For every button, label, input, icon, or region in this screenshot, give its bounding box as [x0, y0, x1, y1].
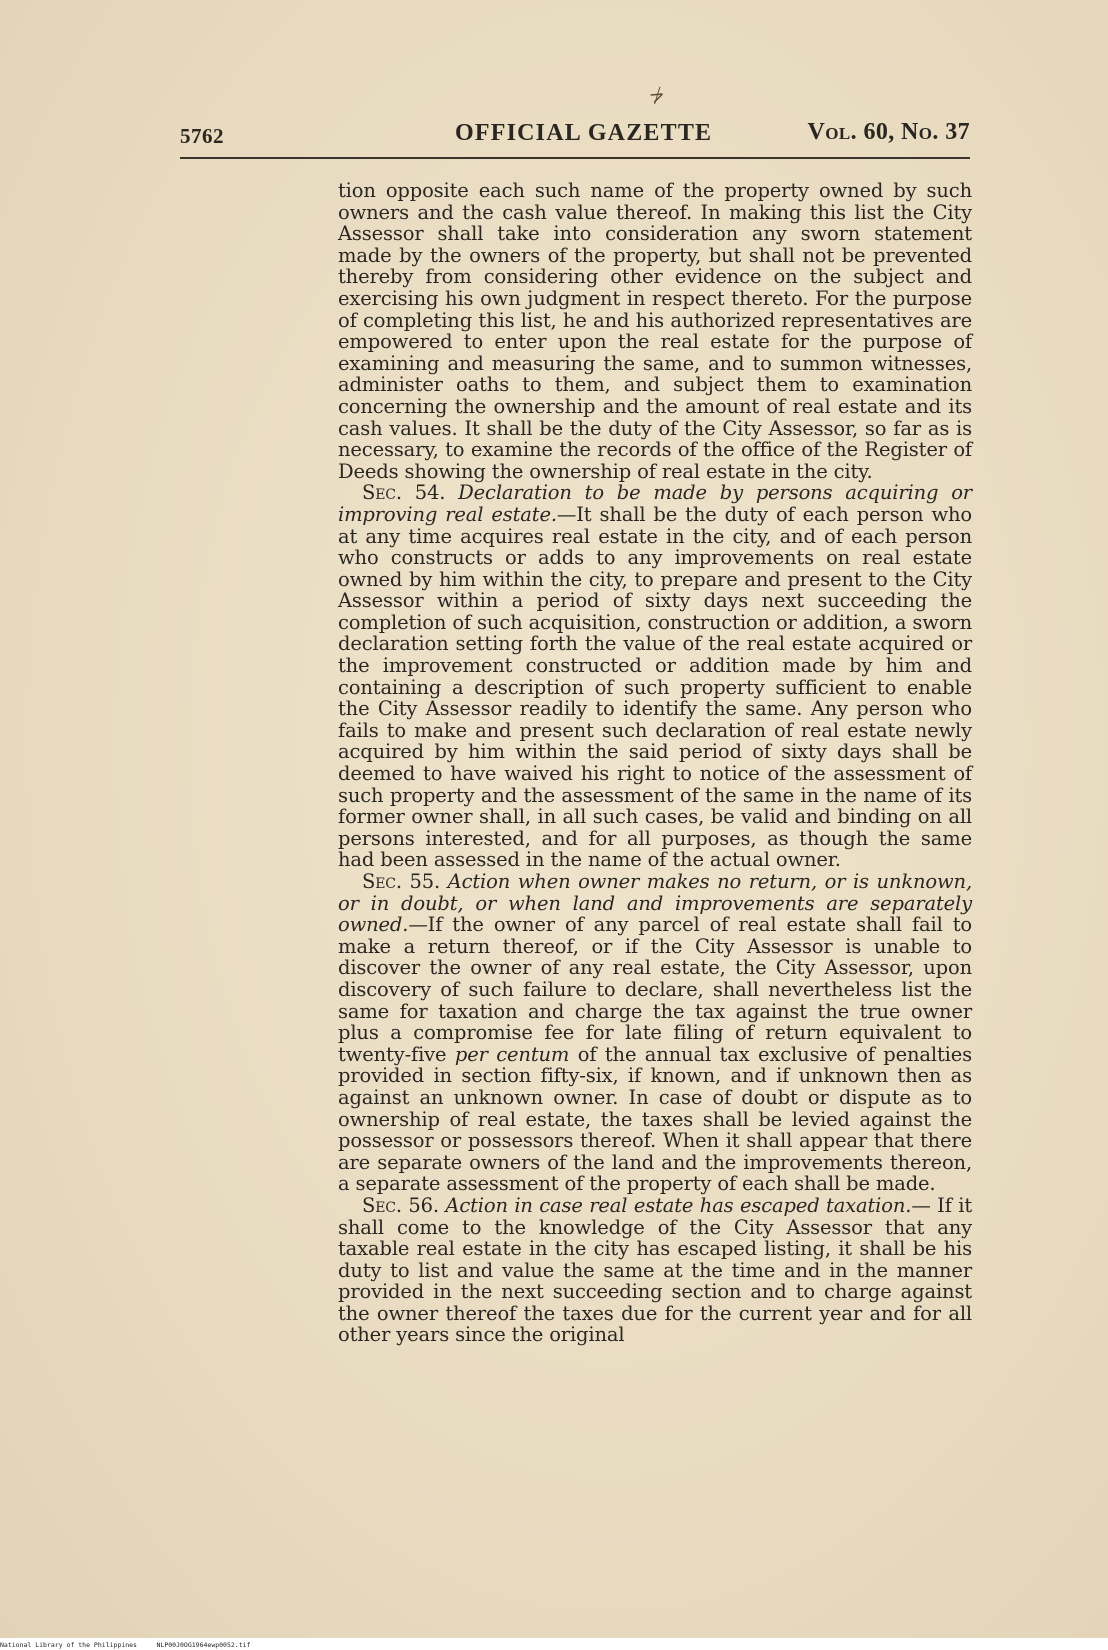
section-54-label: Sec. 54.: [362, 481, 446, 505]
section-55-heading: Action when owner makes no return, or is unknown, or in doubt, or when land and improvements are separately owned.: [338, 870, 972, 937]
section-55-text-b: of the annual tax exclusive of penalties provided in section fifty-six, if known, and if unknown then as against an unknown owner. In case of doubt or dispute as to ownership of real estate, the taxes shall be levied against the possessor or possessors thereof. When it shall appear that there are separate owners of the land and the improvements thereon, a separate assessment of the property of each shall be made.: [338, 1042, 972, 1196]
body-text: [338, 180, 972, 1346]
page-header: [180, 116, 970, 150]
scan-footer-text: National Library of the Philippines NLP00J0OG1964ewp0052.tif: [0, 1641, 251, 1649]
page-number: 5762: [180, 124, 224, 148]
section-56-label: Sec. 56.: [362, 1193, 439, 1217]
handwritten-mark: ≯: [646, 83, 669, 110]
section-56-heading: Action in case real estate has escaped taxation.: [445, 1193, 912, 1217]
section-55-italic-term: per centum: [454, 1042, 570, 1066]
header-rule: [180, 157, 970, 159]
section-55: [338, 871, 972, 1195]
publication-title: OFFICIAL GAZETTE: [455, 120, 713, 146]
paragraph-continuation: tion opposite each such name of the property owned by such owners and the cash value thereof. In making this list the City Assessor shall take into consideration any sworn statement made by the owners of the property, but shall not be prevented thereby from considering other evidence on the subject and exercising his own judgment in respect thereto. For the purpose of completing this list, he and his authorized representatives are empowered to enter upon the real estate for the purpose of examining and measuring the same, and to summon witnesses, administer oaths to them, and subject them to examination concerning the ownership and the amount of real estate and its cash values. It shall be the duty of the City Assessor, so far as is necessary, to examine the records of the office of the Register of Deeds showing the ownership of real estate in the city.: [338, 179, 972, 483]
section-54-text: —It shall be the duty of each person who at any time acquires real estate in the city, and of each person who constructs or adds to any improvements on real estate owned by him within the city, to prepare and present to the City Assessor within a period of sixty days next succeeding the completion of such acquisition, construction or addition, a sworn declaration setting forth the value of the real estate acquired or the improvement constructed or addition made by him and containing a description of such property sufficient to enable the City Assessor readily to identify the same. Any person who fails to make and present such declaration of real estate newly acquired by him within the said period of sixty days shall be deemed to have waived his right to notice of the assessment of such property and the assessment of the same in the name of its former owner shall, in all such cases, be valid and binding on all persons interested, and for all purposes, as though the same had been assessed in the name of the actual owner.: [338, 502, 972, 872]
section-55-label: Sec. 55.: [362, 870, 441, 893]
section-56: [338, 1195, 972, 1346]
section-56-text: — If it shall come to the knowledge of the City Assessor that any taxable real estate in the city has escaped listing, it shall be his duty to list and value the same at the time and in the manner provided in the next succeeding section and to charge against the owner thereof the taxes due for the current year and for all other years since the original: [338, 1193, 973, 1347]
scan-footer: [0, 1638, 1108, 1650]
section-55-text-a: —If the owner of any parcel of real estate shall fail to make a return thereof, or if the City Assessor is unable to discover the owner of any real estate, the City Assessor, upon discovery of such failure to declare, shall nevertheless list the same for taxation and charge the tax against the true owner plus a compromise fee for late filing of return equivalent to twenty-five: [338, 913, 972, 1066]
volume-number: Vol. 60, No. 37: [807, 119, 970, 145]
section-54: [338, 482, 972, 871]
section-54-heading: Declaration to be made by persons acquiring or improving real estate.: [338, 481, 972, 526]
